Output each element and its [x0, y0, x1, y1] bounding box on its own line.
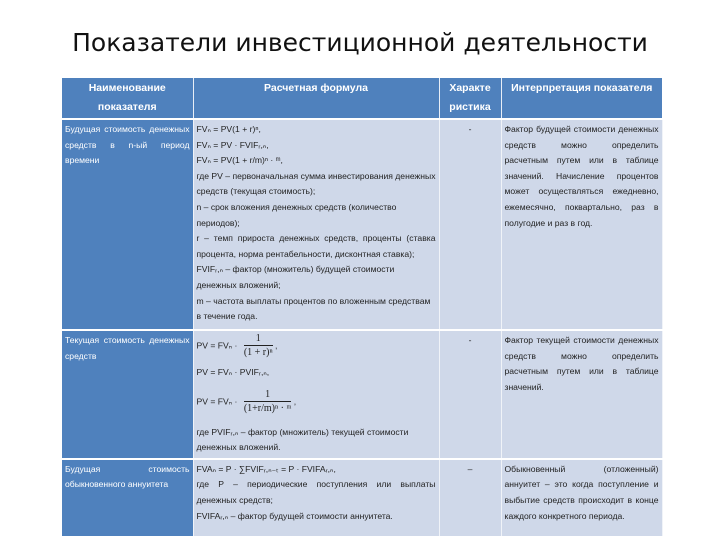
fraction: $\frac{1}{\text{(1 + r)ⁿ}}$ — [243, 333, 273, 358]
formula-line: n – срок вложения денежных средств (количество периодов); — [196, 201, 397, 228]
row-interpretation: Фактор будущей стоимости денежных средств можно определить расчетным путем или в таблице значений. Начисление процентов может осуществляться ежедневно, ежемесячно, поквартально, раз в полугодие и раз в год. — [501, 119, 662, 330]
formula-line: где PV – первоначальная сумма инвестирования денежных средств (текущая стоимость); — [196, 170, 436, 197]
table-row — [62, 459, 662, 537]
formula-line: FVₙ = PV(1 + r/m)ⁿ · ᵐ, — [196, 155, 283, 166]
row-name: Будущая стоимость денежных средств в n-ый период времени — [62, 119, 193, 330]
row-characteristic: - — [439, 119, 501, 330]
formula-line: r – темп прироста денежных средств, проценты (ставка процента, норма рентабельности, дисконтная ставка); — [196, 233, 436, 259]
formula-line: FVAₙ = P · ∑FVIFᵣ,ₙ₋ₜ = P · FVIFAᵣ,ₙ, — [196, 463, 336, 474]
row-characteristic: - — [439, 330, 501, 459]
formula-line: FVₙ = PV · FVIFᵣ,ₙ, — [196, 139, 269, 150]
header-interpretation: Интерпретация показателя — [501, 78, 662, 119]
row-characteristic: – — [439, 459, 501, 537]
row-formula — [193, 459, 439, 537]
formula-line: где P – периодические поступления или выплаты денежных средств; — [196, 479, 436, 505]
page-title: Показатели инвестиционной деятельности — [72, 28, 648, 57]
formula-line: FVIFᵣ,ₙ – фактор (множитель) будущей стоимости денежных вложений; — [196, 264, 395, 290]
formula-pv-fraction: PV = FVₙ · $\frac{1}{\text{(1 + r)ⁿ}}$ , — [196, 333, 278, 358]
row-formula — [193, 330, 439, 459]
row-name: Будущая стоимость обыкновенного аннуитета — [62, 459, 193, 537]
formula-line: m – частота выплаты процентов по вложенным средствам в течение года. — [196, 295, 431, 322]
formula-note: где PVIFᵣ,ₙ – фактор (множитель) текущей стоимости денежных вложений. — [196, 426, 409, 453]
row-interpretation: Фактор текущей стоимости денежных средств можно определить расчетным путем или в таблице значений. — [501, 330, 662, 459]
formula-line: PV = FVₙ · PVIFᵣ,ₙ, — [196, 367, 270, 377]
fraction: $\frac{1}{\text{(1+r/m)ⁿ · ᵐ}}$ — [243, 388, 292, 414]
row-formula — [193, 119, 439, 330]
row-name: Текущая стоимость денежных средств — [62, 330, 193, 459]
header-formula: Расчетная формула — [193, 78, 439, 119]
indicators-table — [62, 78, 663, 538]
formula-line: FVₙ = PV(1 + r)ⁿ, — [196, 124, 261, 134]
table-header-row — [62, 78, 662, 119]
formula-line: FVIFAᵣ,ₙ – фактор будущей стоимости аннуитета. — [196, 510, 393, 521]
table-row — [62, 330, 662, 459]
table-row — [62, 119, 662, 330]
header-name: Наименование показателя — [62, 78, 193, 119]
row-interpretation: Обыкновенный (отложенный) аннуитет – это когда поступление и выбытие средств происходит в конце каждого конкретного периода. — [501, 459, 662, 537]
header-characteristic: Характе ристика — [439, 78, 501, 119]
formula-pv-fraction-m: PV = FVₙ · $\frac{1}{\text{(1+r/m)ⁿ · ᵐ}}$ , — [196, 388, 297, 414]
